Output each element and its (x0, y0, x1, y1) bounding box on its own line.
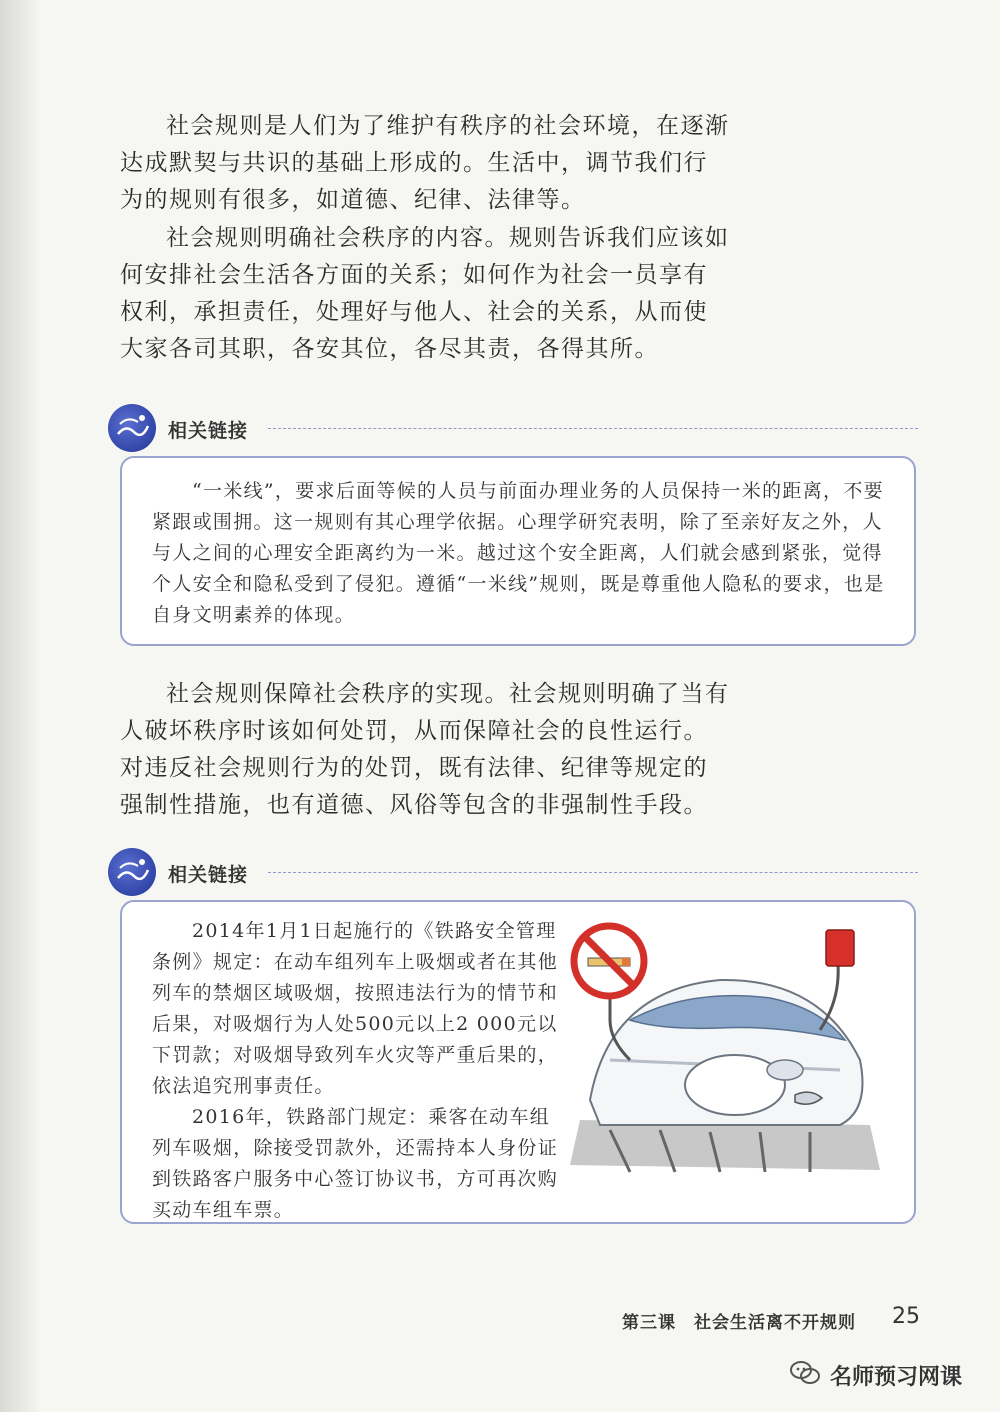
paragraph-2: 社会规则明确社会秩序的内容。规则告诉我们应该如何安排社会生活各方面的关系；如何作为社会一员享有权利，承担责任，处理好与他人、社会的关系，从而使大家各司其职，各安其位，各尽其责，各得其所。 (120, 225, 730, 362)
globe-logo-icon (108, 404, 156, 452)
wechat-icon (790, 1360, 820, 1386)
paragraph-3: 社会规则保障社会秩序的实现。社会规则明确了当有人破坏秩序时该如何处罚，从而保障社会的良性运行。对违反社会规则行为的处罚，既有法律、纪律等规定的强制性措施，也有道德、风俗等包含的非强制性手段。 (120, 681, 730, 818)
globe-logo-icon (108, 848, 156, 896)
related-link-text: “一米线”，要求后面等候的人员与前面办理业务的人员保持一米的距离，不要紧跟或围拥。这一规则有其心理学依据。心理学研究表明，除了至亲好友之外，人与人之间的心理安全距离约为一米。越过这个安全距离，人们就会感到紧张，觉得个人安全和隐私受到了侵犯。遵循“一米线”规则，既是尊重他人隐私的要求，也是自身文明素养的体现。 (152, 480, 885, 626)
related-link-box (120, 456, 916, 646)
watermark-text: 名师预习网课 (830, 1365, 963, 1390)
related-link-text-2: 2016年，铁路部门规定：乘客在动车组列车吸烟，除接受罚款外，还需持本人身份证到铁路客户服务中心签订协议书，方可再次购买动车组车票。 (152, 1106, 559, 1221)
dashed-divider (268, 428, 918, 429)
lesson-title: 第三课 社会生活离不开规则 (622, 1313, 856, 1333)
related-link-header (108, 848, 918, 896)
paragraph-1: 社会规则是人们为了维护有秩序的社会环境，在逐渐达成默契与共识的基础上形成的。生活中，调节我们行为的规则有很多，如道德、纪律、法律等。 (120, 113, 730, 213)
page-footer (600, 1304, 920, 1334)
related-link-title: 相关链接 (168, 864, 249, 886)
dashed-divider (268, 872, 918, 873)
related-link-title: 相关链接 (168, 420, 249, 442)
watermark (790, 1356, 990, 1396)
related-link-header (108, 404, 918, 452)
page-number: 25 (892, 1304, 920, 1329)
related-link-text-1: 2014年1月1日起施行的《铁路安全管理条例》规定：在动车组列车上吸烟或者在其他列车的禁烟区域吸烟，按照违法行为的情节和后果，对吸烟行为人处500元以上2 000元以下罚款；对吸烟导致列车火灾等严重后果的，依法追究刑事责任。 (152, 920, 559, 1097)
train-illustration (570, 910, 890, 1180)
no-smoking-sign-icon (570, 922, 648, 1000)
page-spine-shadow (0, 0, 42, 1412)
